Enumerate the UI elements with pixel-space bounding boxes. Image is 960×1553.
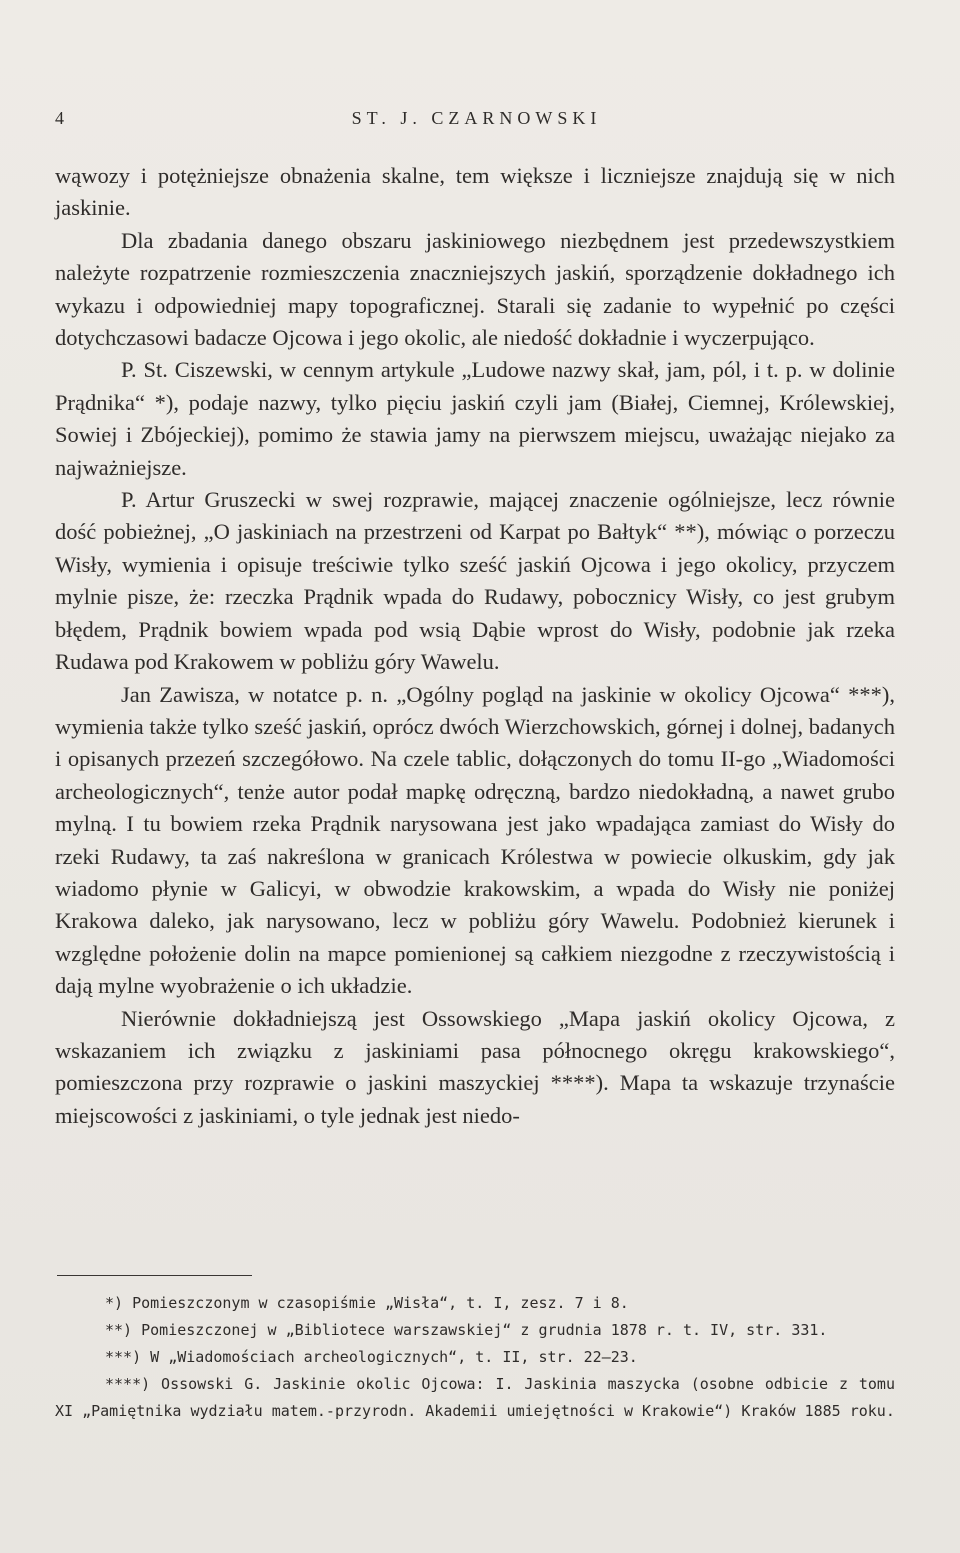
running-head: ST. J. CZARNOWSKI <box>351 108 602 128</box>
footnote: ***) W „Wiadomościach archeologicznych“, t. II, str. 22—23. <box>105 1348 638 1366</box>
paragraph: P. St. Ciszewski, w cennym artykule „Ludowe nazwy skał, jam, pól, i t. p. w dolinie Prądnika“ *), podaje nazwy, tylko pięciu jaskiń czyli jam (Białej, Ciemnej, Królewskiej, Sowiej i Zbójeckiej), pomimo że stawia jamy na pierwszem miejscu, uważając niejako za najważniejsze. <box>55 357 895 480</box>
paragraph-continuation: wąwozy i potężniejsze obnażenia skalne, tem większe i liczniejsze znajdują się w nich jaskinie. <box>55 163 895 221</box>
paragraph: Dla zbadania danego obszaru jaskiniowego niezbędnem jest przedewszystkiem należyte rozpatrzenie rozmieszczenia znaczniejszych jaskiń, sporządzenie dokładnego ich wykazu i odpowiedniej mapy topograficznej. Starali się zadanie to wypełnić po części dotychczasowi badacze Ojcowa i jego okolic, ale niedość dokładnie i wyczerpująco. <box>55 227 895 351</box>
paragraph: P. Artur Gruszecki w swej rozprawie, mającej znaczenie ogólniejsze, lecz równie dość pobieżnej, „O jaskiniach na przestrzeni od Karpat po Bałtyk“ **), mówiąc o porzeczu Wisły, wymienia i opisuje treściwie tylko sześć jaskiń Ojcowa i jego okolicy, przyczem mylnie pisze, że: rzeczka Prądnik wpada do Rudawy, pobocznicy Wisły, co jest grubym błędem, Prądnik bowiem wpada pod wsią Dąbie wprost do Wisły, podobnie jak rzeka Rudawa pod Krakowem w pobliżu góry Wawelu. <box>55 487 895 675</box>
footnote: ****) Ossowski G. Jaskinie okolic Ojcowa: I. Jaskinia maszycka (osobne odbicie z tomu XI „Pamiętnika wydziału matem.-przyrodn. Akademii umiejętności w Krakowie“) Kraków 1885 roku. <box>55 1375 905 1420</box>
footnotes <box>55 1290 905 1425</box>
footnote: **) Pomieszczonej w „Bibliotece warszawskiej“ z grudnia 1878 r. t. IV, str. 331. <box>105 1321 828 1339</box>
page-header <box>55 108 898 136</box>
body-text <box>55 160 895 1132</box>
paragraph: Jan Zawisza, w notatce p. n. „Ogólny pogląd na jaskinie w okolicy Ojcowa“ ***), wymienia także tylko sześć jaskiń, oprócz dwóch Wierzchowskich, górnej i dolnej, badanych i opisanych przezeń szczegółowo. Na czele tablic, dołączonych do tomu II-go „Wiadomości archeologicznych“, tenże autor podał mapkę odręczną, bardzo niedokładną, a nawet grubo mylną. I tu bowiem rzeka Prądnik narysowana jest jako wpadająca zamiast do Wisły do rzeki Rudawy, ta zaś nakreślona w granicach Królestwa w powiecie olkuskim, gdy jak wiadomo płynie w Galicyi, w obwodzie krakowskim, a wpada do Wisły nie poniżej Krakowa daleko, jak narysowano, lecz w pobliżu góry Wawelu. Podobnież kierunek i względne położenie dolin na mapce pomienionej są całkiem niezgodne z rzeczywistością i dają mylne wyobrażenie o ich układzie. <box>55 681 895 999</box>
paragraph: Nierównie dokładniejszą jest Ossowskiego „Mapa jaskiń okolicy Ojcowa, z wskazaniem ich związku z jaskiniami pasa północnego okręgu krakowskiego“, pomieszczona przy rozprawie o jaskini maszyckiej ****). Mapa ta wskazuje trzynaście miejscowości z jaskiniami, o tyle jednak jest niedo- <box>55 1005 895 1128</box>
footnote-divider <box>57 1275 252 1276</box>
footnote: *) Pomieszczonym w czasopiśmie „Wisła“, t. I, zesz. 7 i 8. <box>105 1294 629 1312</box>
page-number: 4 <box>55 108 64 128</box>
